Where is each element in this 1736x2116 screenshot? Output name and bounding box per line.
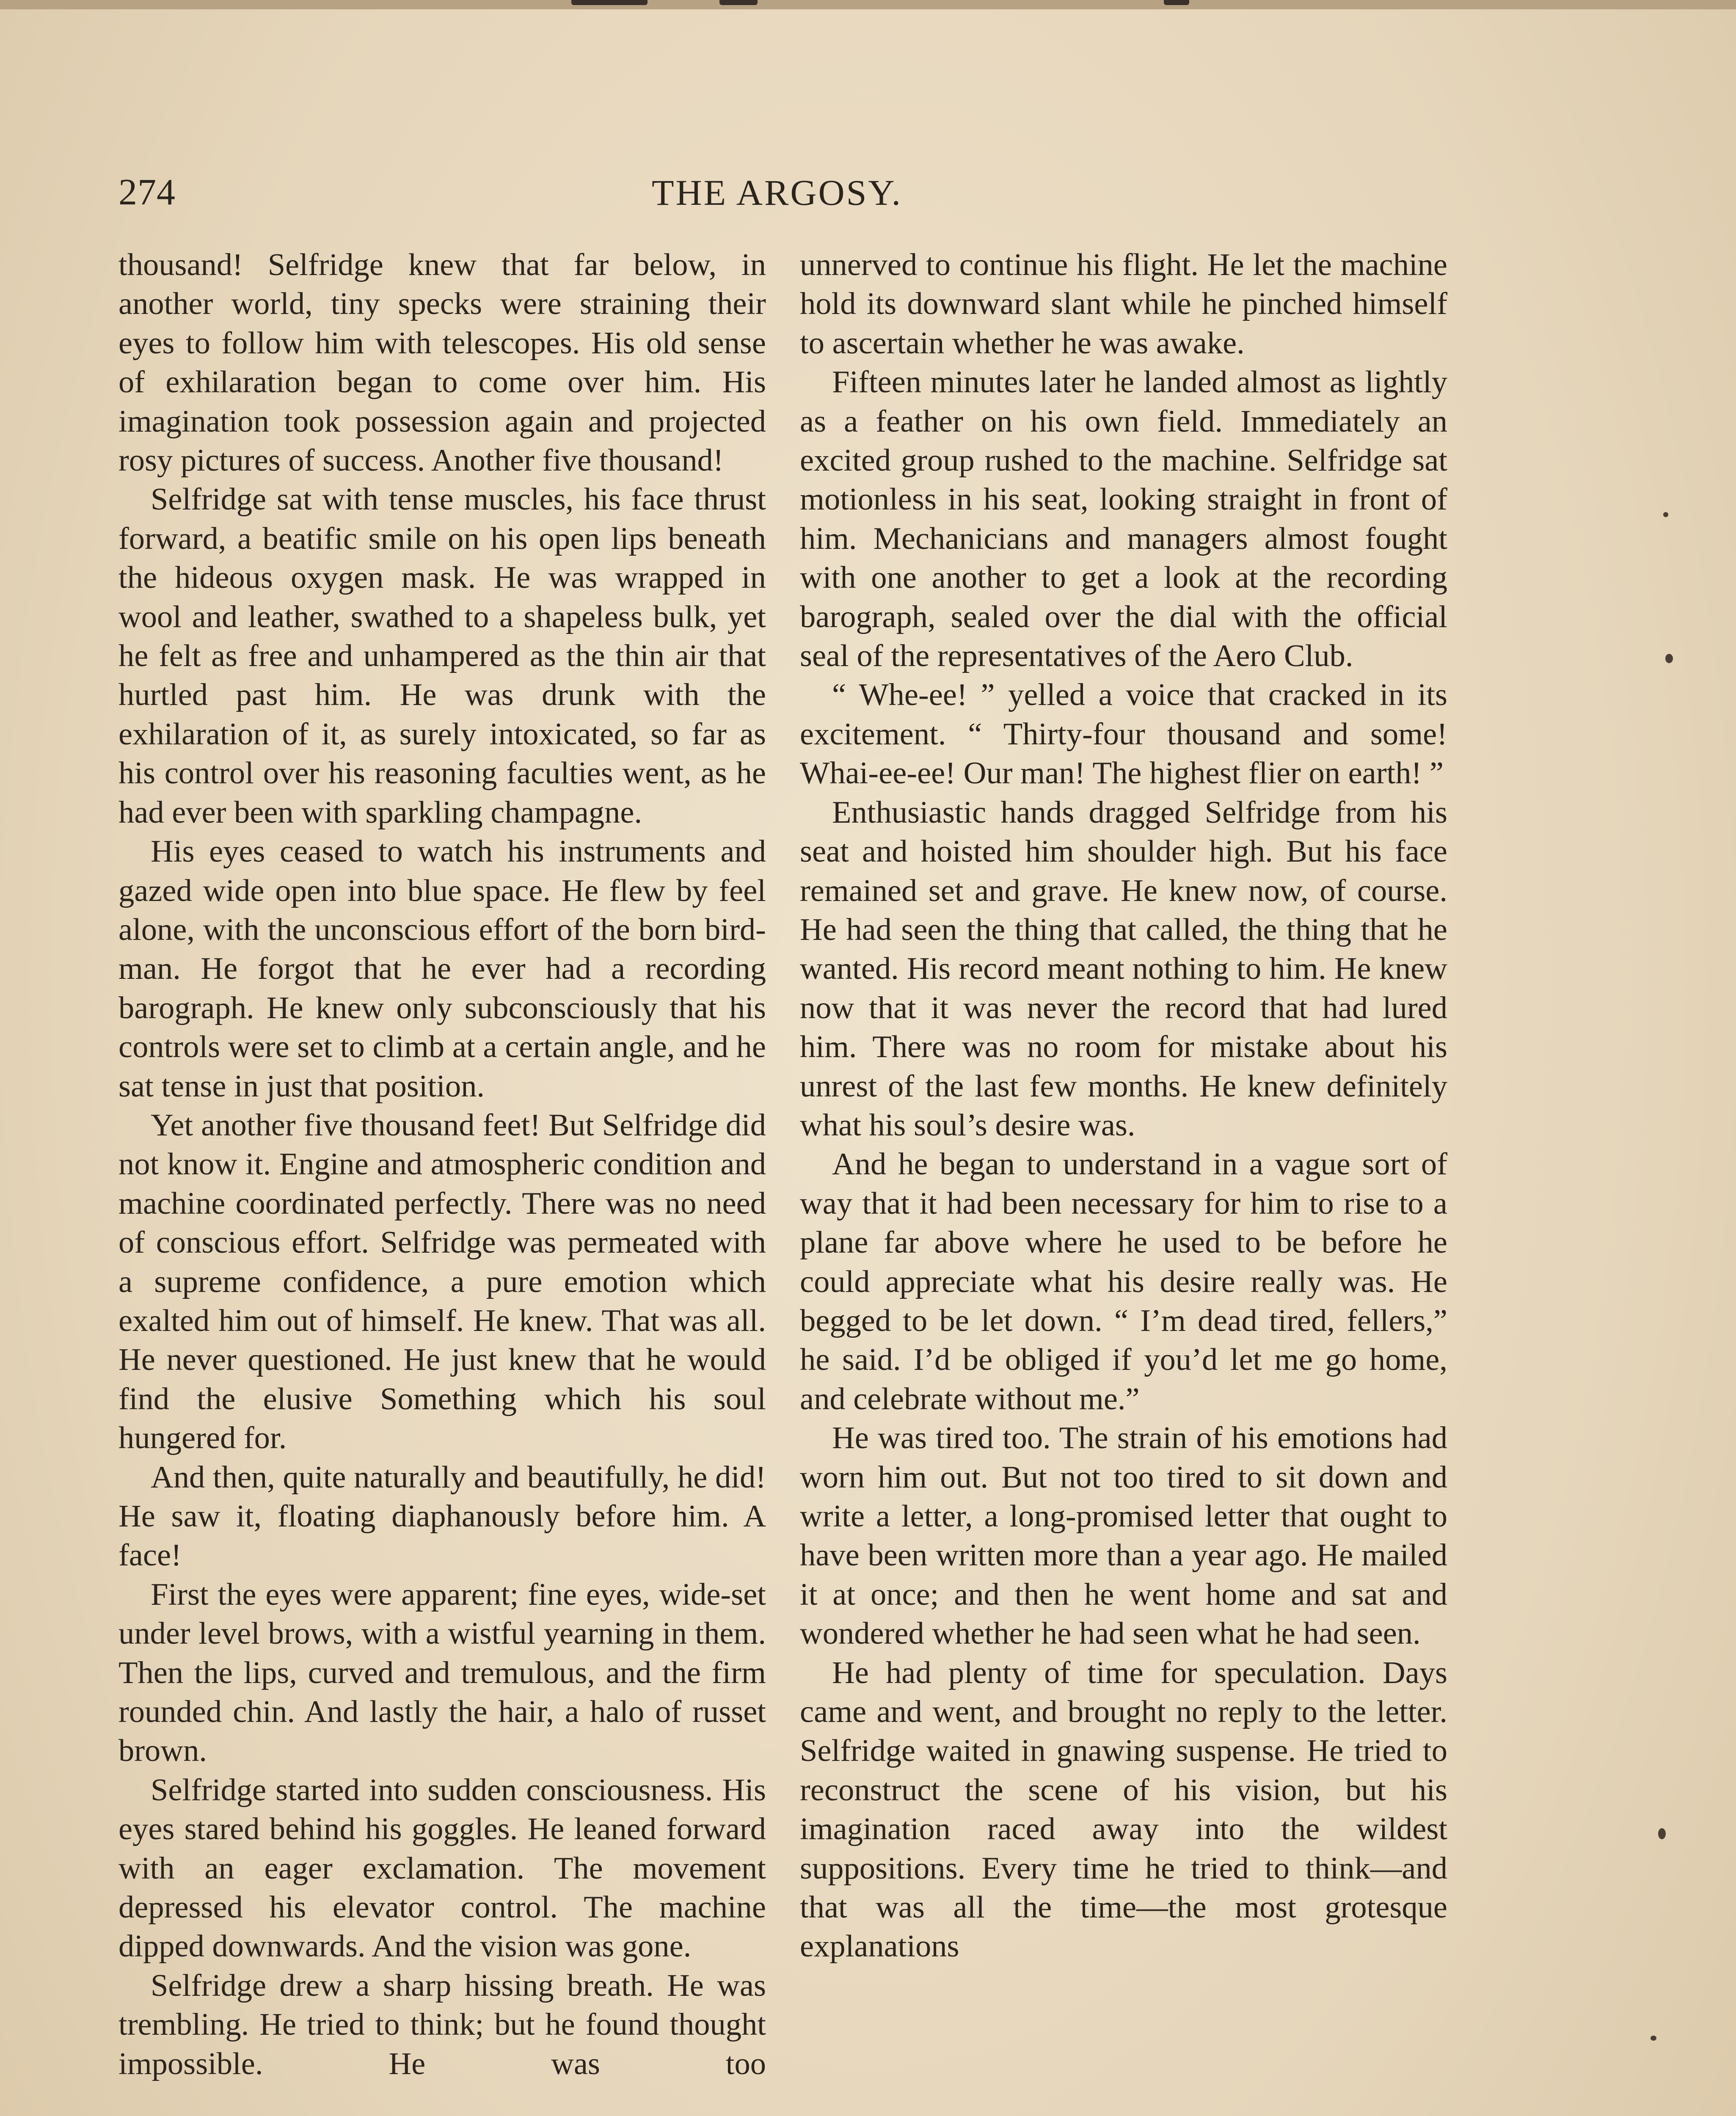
paragraph: Selfridge sat with tense muscles, his face thrust forward, a beatific smile on his open lips beneath the hideous oxygen mask. He was wrapped in wool and leather, swathed to a shapeless bulk, yet he felt as free and unhampered as the thin air that hurtled past him. He was drunk with the exhilaration of it, as surely intoxicated, so far as his control over his reasoning faculties went, as he had ever been with sparkling champagne. — [118, 482, 766, 830]
page-top-edge — [0, 0, 1736, 9]
paragraph: Yet another five thousand feet! But Selfridge did not know it. Engine and atmospheric condition and machine coordinated perfectly. There was no need of conscious effort. Selfridge was permeated with a supreme confidence, a pure emotion which exalted him out of himself. He knew. That was all. He never questioned. He just knew that he would find the elusive Something which his soul hungered for. — [118, 1108, 766, 1456]
paragraph: Selfridge started into sudden consciousness. His eyes stared behind his goggles. He leaned forward with an eager exclamation. The movement depressed his elevator control. The machine dipped downwards. And the vision was gone. — [118, 1772, 766, 1964]
page-header — [118, 169, 1452, 224]
paragraph: Enthusiastic hands dragged Selfridge from his seat and hoisted him shoulder high. But his face remained set and grave. He knew now, of course. He had seen the thing that called, the thing that he wanted. His record meant nothing to him. He knew now that it was never the record that had lured him. There was no room for mistake about his unrest of the last few months. He knew definitely what his soul’s desire was. — [800, 795, 1447, 1143]
paragraph: Fifteen minutes later he landed almost as lightly as a feather on his own field. Immediately an excited group rushed to the machine. Selfridge sat motionless in his seat, looking straight in front of him. Mechanicians and managers almost fought with one another to get a look at the recording barograph, sealed over the dial with the official seal of the representatives of the Aero Club. — [800, 365, 1447, 674]
paper-speck — [1658, 1828, 1666, 1839]
paragraph: His eyes ceased to watch his instruments and gazed wide open into blue space. He flew by feel alone, with the unconscious effort of the born bird-man. He forgot that he ever had a recording barograph. He knew only subconsciously that his controls were set to climb at a certain angle, and he sat tense in just that position. — [118, 834, 766, 1104]
paper-speck — [1651, 2036, 1656, 2041]
top-edge-mark — [571, 0, 648, 5]
paragraph: And he began to understand in a vague sort of way that it had been necessary for him to rise to a plane far above where he used to be before he could appreciate what his desire really was. He begged to be let down. “ I’m dead tired, fellers,” he said. I’d be obliged if you’d let me go home, and celebrate without me.” — [800, 1147, 1447, 1416]
top-edge-mark — [719, 0, 758, 5]
paragraph: He had plenty of time for speculation. Days came and went, and brought no reply to the letter. Selfridge waited in gnawing suspense. He tried to reconstruct the scene of his vision, but his imagination raced away into the wildest suppositions. Every time he tried to think—and that was all the time—the most grotesque explanations — [800, 1655, 1447, 1964]
paper-speck — [1665, 654, 1673, 663]
paragraph: unnerved to continue his flight. He let the machine hold its downward slant while he pinched himself to ascertain whether he was awake. — [800, 248, 1447, 361]
paragraph: Selfridge drew a sharp hissing breath. He was trembling. He tried to think; but he found thought impossible. He was too — [118, 1968, 766, 2081]
top-edge-mark — [1164, 0, 1189, 5]
running-title: THE ARGOSY. — [652, 172, 902, 213]
paper-speck — [1663, 512, 1668, 517]
paragraph: “ Whe-ee! ” yelled a voice that cracked in its excitement. “ Thirty-four thousand and some! Whai-ee-ee! Our man! The highest flier on earth! ” — [800, 678, 1447, 791]
page-number: 274 — [118, 172, 176, 213]
paragraph: He was tired too. The strain of his emotions had worn him out. But not too tired to sit down and write a letter, a long-promised letter that ought to have been written more than a year ago. He mailed it at once; and then he went home and sat and wondered whether he had seen what he had seen. — [800, 1421, 1447, 1651]
paragraph: thousand! Selfridge knew that far below, in another world, tiny specks were straining their eyes to follow him with telescopes. His old sense of exhilaration began to come over him. His imagination took possession again and projected rosy pictures of success. Another five thousand! — [118, 248, 766, 478]
text-column-right — [800, 245, 1447, 1966]
text-column-left — [118, 245, 766, 2083]
paragraph: First the eyes were apparent; fine eyes, wide-set under level brows, with a wistful yearning in them. Then the lips, curved and tremulous, and the firm rounded chin. And lastly the hair, a halo of russet brown. — [118, 1577, 766, 1769]
paragraph: And then, quite naturally and beautifully, he did! He saw it, floating diaphanously before him. A face! — [118, 1460, 766, 1573]
